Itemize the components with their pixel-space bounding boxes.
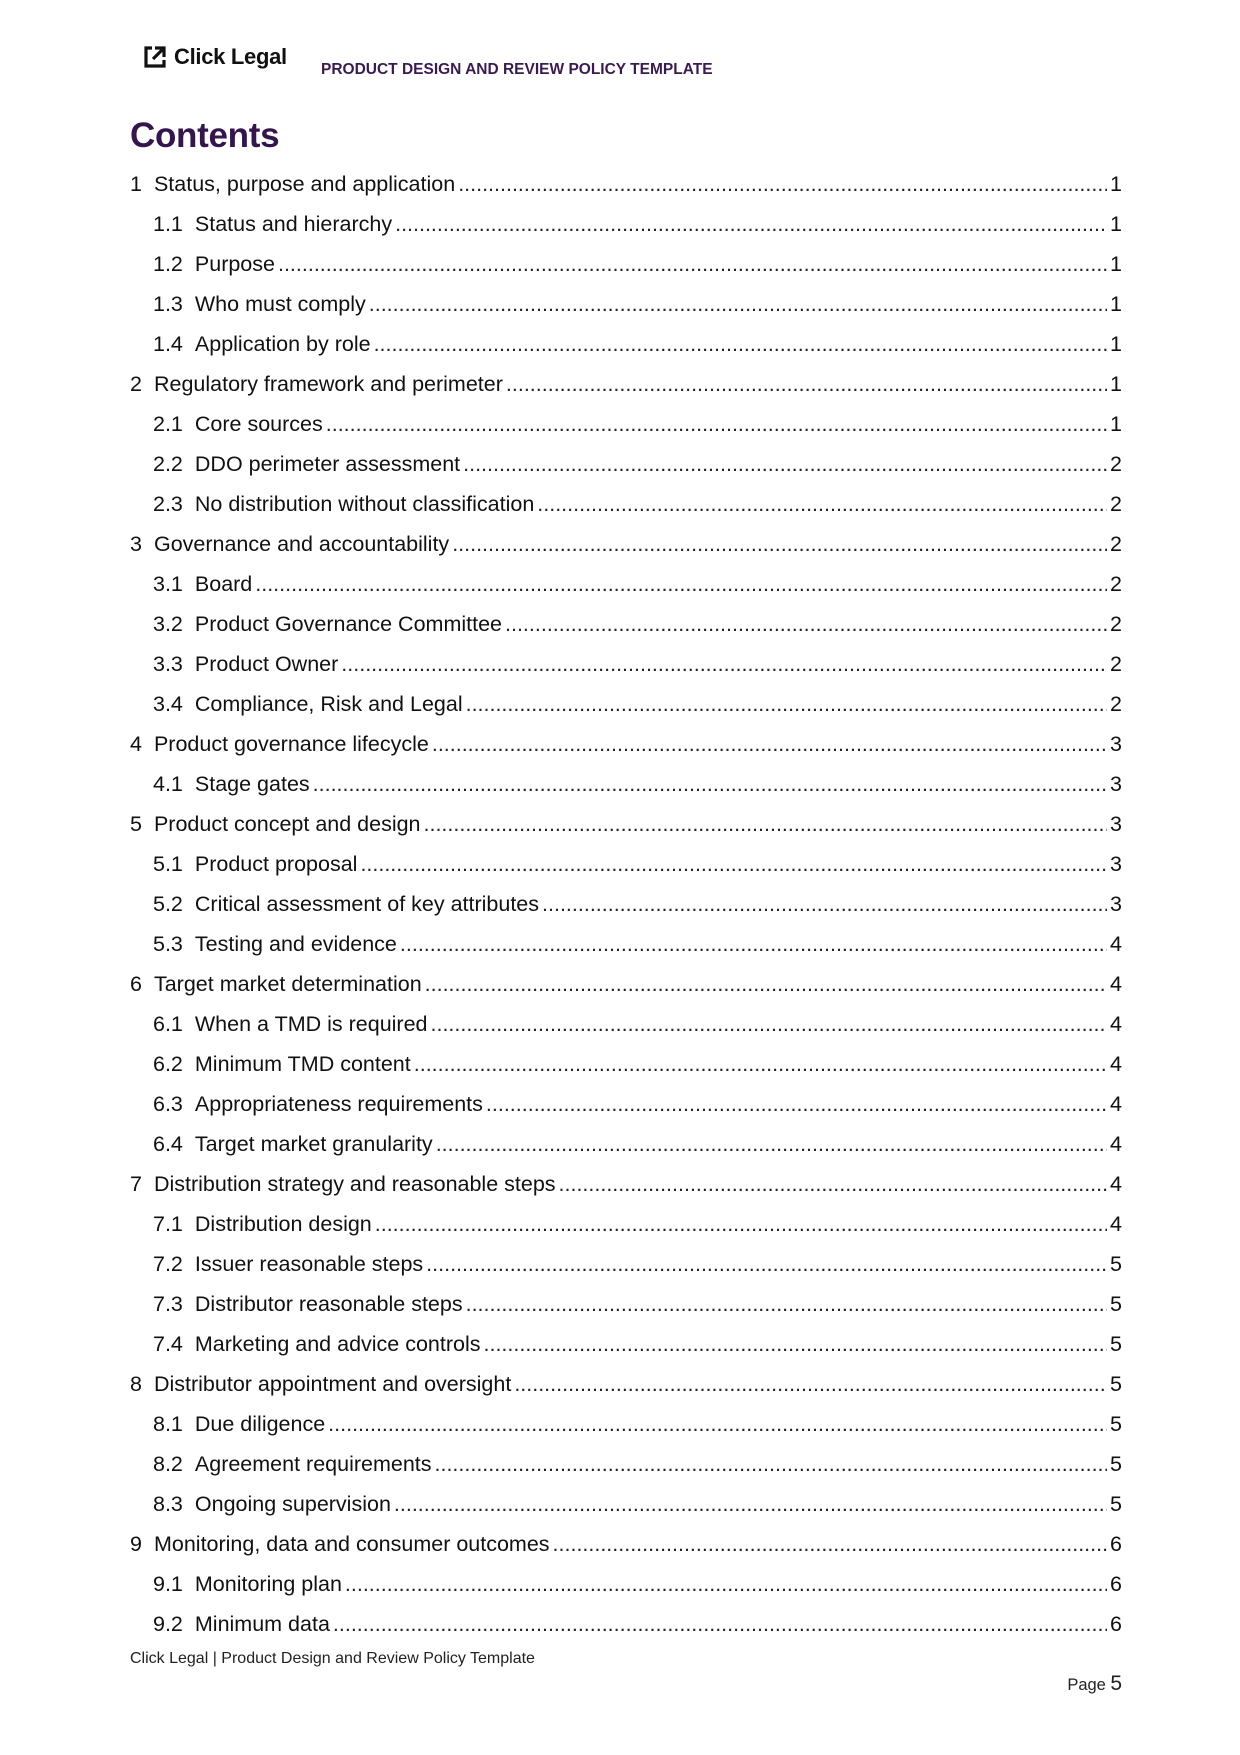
toc-leader-dots <box>537 492 1107 517</box>
toc-entry[interactable] <box>130 1492 1122 1532</box>
toc-entry-number: 8 <box>130 1372 142 1396</box>
toc-entry[interactable] <box>130 572 1122 612</box>
toc-entry-number: 4.1 <box>153 772 183 796</box>
toc-entry-page: 3 <box>1110 812 1122 836</box>
toc-entry[interactable] <box>130 332 1122 372</box>
toc-entry-number: 5.3 <box>153 932 183 956</box>
toc-leader-dots <box>484 1332 1107 1357</box>
toc-leader-dots <box>395 212 1107 237</box>
toc-entry-page: 1 <box>1110 292 1122 316</box>
toc-entry-page: 1 <box>1110 332 1122 356</box>
toc-entry-title: When a TMD is required <box>194 1012 428 1036</box>
toc-entry[interactable] <box>130 932 1122 972</box>
toc-entry[interactable] <box>130 292 1122 332</box>
toc-entry[interactable] <box>130 652 1122 692</box>
toc-entry-number: 3 <box>130 532 142 556</box>
toc-leader-dots <box>333 1612 1107 1637</box>
toc-leader-dots <box>435 1452 1107 1477</box>
toc-entry[interactable] <box>130 972 1122 1012</box>
toc-entry[interactable] <box>130 692 1122 732</box>
toc-entry-number: 8.3 <box>153 1492 183 1516</box>
toc-entry-page: 4 <box>1110 1132 1122 1156</box>
toc-entry-title: Compliance, Risk and Legal <box>194 692 463 716</box>
toc-leader-dots <box>374 332 1107 357</box>
toc-entry[interactable] <box>130 1012 1122 1052</box>
toc-entry-number: 2.2 <box>153 452 183 476</box>
arrow-out-of-box-icon <box>143 45 167 69</box>
toc-entry[interactable] <box>130 1452 1122 1492</box>
toc-entry-number: 3.1 <box>153 572 183 596</box>
toc-entry-page: 2 <box>1110 572 1122 596</box>
toc-entry[interactable] <box>130 1332 1122 1372</box>
toc-entry-title: Appropriateness requirements <box>194 1092 483 1116</box>
toc-entry-page: 1 <box>1110 172 1122 196</box>
toc-leader-dots <box>424 812 1107 837</box>
toc-entry-title: No distribution without classification <box>194 492 535 516</box>
toc-entry-number: 7.2 <box>153 1252 183 1276</box>
toc-entry-page: 2 <box>1110 652 1122 676</box>
toc-entry-page: 4 <box>1110 972 1122 996</box>
toc-entry-number: 8.1 <box>153 1412 183 1436</box>
toc-entry[interactable] <box>130 612 1122 652</box>
toc-entry[interactable] <box>130 1132 1122 1172</box>
toc-entry-title: Product Governance Committee <box>194 612 503 636</box>
toc-entry-title: Application by role <box>194 332 371 356</box>
toc-entry-page: 2 <box>1110 492 1122 516</box>
toc-leader-dots <box>360 852 1107 877</box>
toc-leader-dots <box>426 1252 1107 1277</box>
toc-entry-number: 7 <box>130 1172 142 1196</box>
toc-entry-title: Product governance lifecycle <box>153 732 429 756</box>
toc-entry-title: Critical assessment of key attributes <box>194 892 540 916</box>
toc-entry[interactable] <box>130 1252 1122 1292</box>
toc-entry-page: 2 <box>1110 692 1122 716</box>
toc-entry-title: Target market determination <box>153 972 422 996</box>
toc-entry[interactable] <box>130 252 1122 292</box>
toc-leader-dots <box>400 932 1107 957</box>
toc-entry-title: Distribution design <box>194 1212 372 1236</box>
toc-entry-title: Core sources <box>194 412 323 436</box>
toc-entry-number: 6 <box>130 972 142 996</box>
toc-entry-number: 5.1 <box>153 852 183 876</box>
toc-entry-title: Target market granularity <box>194 1132 433 1156</box>
toc-entry-title: Testing and evidence <box>194 932 397 956</box>
toc-entry-number: 7.1 <box>153 1212 183 1236</box>
toc-entry-title: Monitoring plan <box>194 1572 342 1596</box>
toc-entry[interactable] <box>130 1052 1122 1092</box>
page-label: Page <box>1067 1676 1106 1694</box>
toc-entry-page: 5 <box>1110 1492 1122 1516</box>
toc-entry-title: Distribution strategy and reasonable steps <box>153 1172 556 1196</box>
toc-entry-title: Governance and accountability <box>153 532 450 556</box>
toc-entry-title: Distributor reasonable steps <box>194 1292 463 1316</box>
toc-entry-title: Status, purpose and application <box>153 172 456 196</box>
toc-leader-dots <box>313 772 1107 797</box>
toc-entry-number: 3.4 <box>153 692 183 716</box>
toc-leader-dots <box>414 1052 1107 1077</box>
toc-entry-number: 9.1 <box>153 1572 183 1596</box>
table-of-contents <box>130 172 1122 1652</box>
footer-text: Click Legal | Product Design and Review Policy Template <box>130 1650 535 1667</box>
toc-leader-dots <box>458 172 1107 197</box>
page-header <box>143 44 1043 84</box>
toc-entry[interactable] <box>130 1212 1122 1252</box>
toc-leader-dots <box>328 1412 1107 1437</box>
toc-entry-page: 5 <box>1110 1252 1122 1276</box>
toc-entry-page: 1 <box>1110 252 1122 276</box>
toc-entry-number: 6.3 <box>153 1092 183 1116</box>
toc-entry[interactable] <box>130 772 1122 812</box>
toc-entry-page: 4 <box>1110 932 1122 956</box>
toc-entry-number: 9 <box>130 1532 142 1556</box>
toc-leader-dots <box>345 1572 1107 1597</box>
toc-leader-dots <box>436 1132 1107 1157</box>
toc-leader-dots <box>553 1532 1107 1557</box>
toc-entry[interactable] <box>130 1412 1122 1452</box>
toc-entry-title: Minimum TMD content <box>194 1052 411 1076</box>
toc-entry-page: 4 <box>1110 1052 1122 1076</box>
contents-heading: Contents <box>130 116 280 155</box>
toc-entry-page: 1 <box>1110 372 1122 396</box>
toc-entry-page: 6 <box>1110 1532 1122 1556</box>
toc-entry-page: 4 <box>1110 1212 1122 1236</box>
toc-entry-title: Product concept and design <box>153 812 421 836</box>
toc-entry-title: Who must comply <box>194 292 366 316</box>
toc-entry-page: 5 <box>1110 1292 1122 1316</box>
logo-text: Click Legal <box>174 44 287 69</box>
toc-entry[interactable] <box>130 812 1122 852</box>
toc-entry[interactable] <box>130 892 1122 932</box>
toc-entry-number: 2.3 <box>153 492 183 516</box>
toc-leader-dots <box>326 412 1107 437</box>
toc-entry-number: 1 <box>130 172 142 196</box>
toc-entry-number: 5 <box>130 812 142 836</box>
toc-entry-number: 2 <box>130 372 142 396</box>
toc-entry-title: Regulatory framework and perimeter <box>153 372 503 396</box>
toc-entry[interactable] <box>130 372 1122 412</box>
toc-leader-dots <box>514 1372 1107 1397</box>
toc-entry-number: 6.2 <box>153 1052 183 1076</box>
toc-entry[interactable] <box>130 732 1122 772</box>
toc-entry-title: Status and hierarchy <box>194 212 393 236</box>
toc-leader-dots <box>505 612 1107 637</box>
toc-leader-dots <box>394 1492 1107 1517</box>
toc-entry-page: 3 <box>1110 852 1122 876</box>
toc-entry[interactable] <box>130 1092 1122 1132</box>
toc-entry-number: 2.1 <box>153 412 183 436</box>
toc-entry-page: 3 <box>1110 732 1122 756</box>
toc-entry[interactable] <box>130 1172 1122 1212</box>
toc-entry-page: 1 <box>1110 412 1122 436</box>
toc-entry-number: 3.3 <box>153 652 183 676</box>
toc-entry-number: 3.2 <box>153 612 183 636</box>
toc-entry-page: 2 <box>1110 452 1122 476</box>
toc-entry-title: Distributor appointment and oversight <box>153 1372 512 1396</box>
toc-entry-page: 4 <box>1110 1012 1122 1036</box>
toc-entry[interactable] <box>130 1292 1122 1332</box>
toc-leader-dots <box>542 892 1107 917</box>
toc-entry-title: Ongoing supervision <box>194 1492 391 1516</box>
page-number <box>1067 1672 1122 1696</box>
toc-entry-number: 1.1 <box>153 212 183 236</box>
toc-entry-number: 7.3 <box>153 1292 183 1316</box>
toc-leader-dots <box>369 292 1107 317</box>
toc-entry-page: 5 <box>1110 1452 1122 1476</box>
toc-leader-dots <box>425 972 1107 997</box>
toc-entry[interactable] <box>130 1572 1122 1612</box>
toc-entry-number: 9.2 <box>153 1612 183 1636</box>
toc-leader-dots <box>432 732 1107 757</box>
toc-entry[interactable] <box>130 1612 1122 1652</box>
toc-entry-title: Stage gates <box>194 772 310 796</box>
page-number-value: 5 <box>1110 1672 1122 1695</box>
toc-entry-title: Minimum data <box>194 1612 330 1636</box>
toc-leader-dots <box>278 252 1107 277</box>
toc-entry-number: 1.4 <box>153 332 183 356</box>
toc-entry[interactable] <box>130 532 1122 572</box>
toc-entry-page: 3 <box>1110 772 1122 796</box>
toc-leader-dots <box>255 572 1107 597</box>
toc-entry-number: 8.2 <box>153 1452 183 1476</box>
toc-entry-title: Issuer reasonable steps <box>194 1252 424 1276</box>
toc-leader-dots <box>341 652 1107 677</box>
toc-entry-title: Due diligence <box>194 1412 326 1436</box>
toc-entry-title: Product Owner <box>194 652 339 676</box>
toc-entry-page: 5 <box>1110 1412 1122 1436</box>
toc-entry[interactable] <box>130 172 1122 212</box>
toc-leader-dots <box>466 692 1107 717</box>
toc-leader-dots <box>506 372 1107 397</box>
toc-entry-number: 6.4 <box>153 1132 183 1156</box>
toc-entry-title: Purpose <box>194 252 275 276</box>
toc-leader-dots <box>486 1092 1107 1117</box>
toc-entry-title: Board <box>194 572 253 596</box>
toc-leader-dots <box>466 1292 1107 1317</box>
toc-entry-page: 5 <box>1110 1332 1122 1356</box>
toc-entry-title: Marketing and advice controls <box>194 1332 481 1356</box>
toc-leader-dots <box>431 1012 1108 1037</box>
toc-leader-dots <box>375 1212 1107 1237</box>
toc-entry-page: 4 <box>1110 1172 1122 1196</box>
toc-entry[interactable] <box>130 212 1122 252</box>
toc-entry[interactable] <box>130 1372 1122 1412</box>
toc-entry-page: 2 <box>1110 532 1122 556</box>
toc-entry-page: 2 <box>1110 612 1122 636</box>
toc-entry-title: Product proposal <box>194 852 358 876</box>
toc-entry-title: DDO perimeter assessment <box>194 452 461 476</box>
toc-entry-page: 1 <box>1110 212 1122 236</box>
toc-entry-number: 1.2 <box>153 252 183 276</box>
toc-entry-number: 1.3 <box>153 292 183 316</box>
toc-leader-dots <box>559 1172 1107 1197</box>
toc-entry[interactable] <box>130 1532 1122 1572</box>
document-title: PRODUCT DESIGN AND REVIEW POLICY TEMPLATE <box>321 61 713 78</box>
toc-entry[interactable] <box>130 412 1122 452</box>
toc-entry-page: 6 <box>1110 1572 1122 1596</box>
toc-entry[interactable] <box>130 852 1122 892</box>
toc-leader-dots <box>452 532 1107 557</box>
toc-entry-number: 7.4 <box>153 1332 183 1356</box>
company-logo <box>143 44 287 70</box>
toc-entry[interactable] <box>130 492 1122 532</box>
toc-entry-title: Monitoring, data and consumer outcomes <box>153 1532 550 1556</box>
toc-entry-page: 6 <box>1110 1612 1122 1636</box>
toc-entry-page: 3 <box>1110 892 1122 916</box>
toc-entry-number: 4 <box>130 732 142 756</box>
toc-entry-page: 5 <box>1110 1372 1122 1396</box>
toc-entry[interactable] <box>130 452 1122 492</box>
toc-entry-number: 6.1 <box>153 1012 183 1036</box>
toc-leader-dots <box>463 452 1107 477</box>
toc-entry-title: Agreement requirements <box>194 1452 432 1476</box>
toc-entry-page: 4 <box>1110 1092 1122 1116</box>
toc-entry-number: 5.2 <box>153 892 183 916</box>
